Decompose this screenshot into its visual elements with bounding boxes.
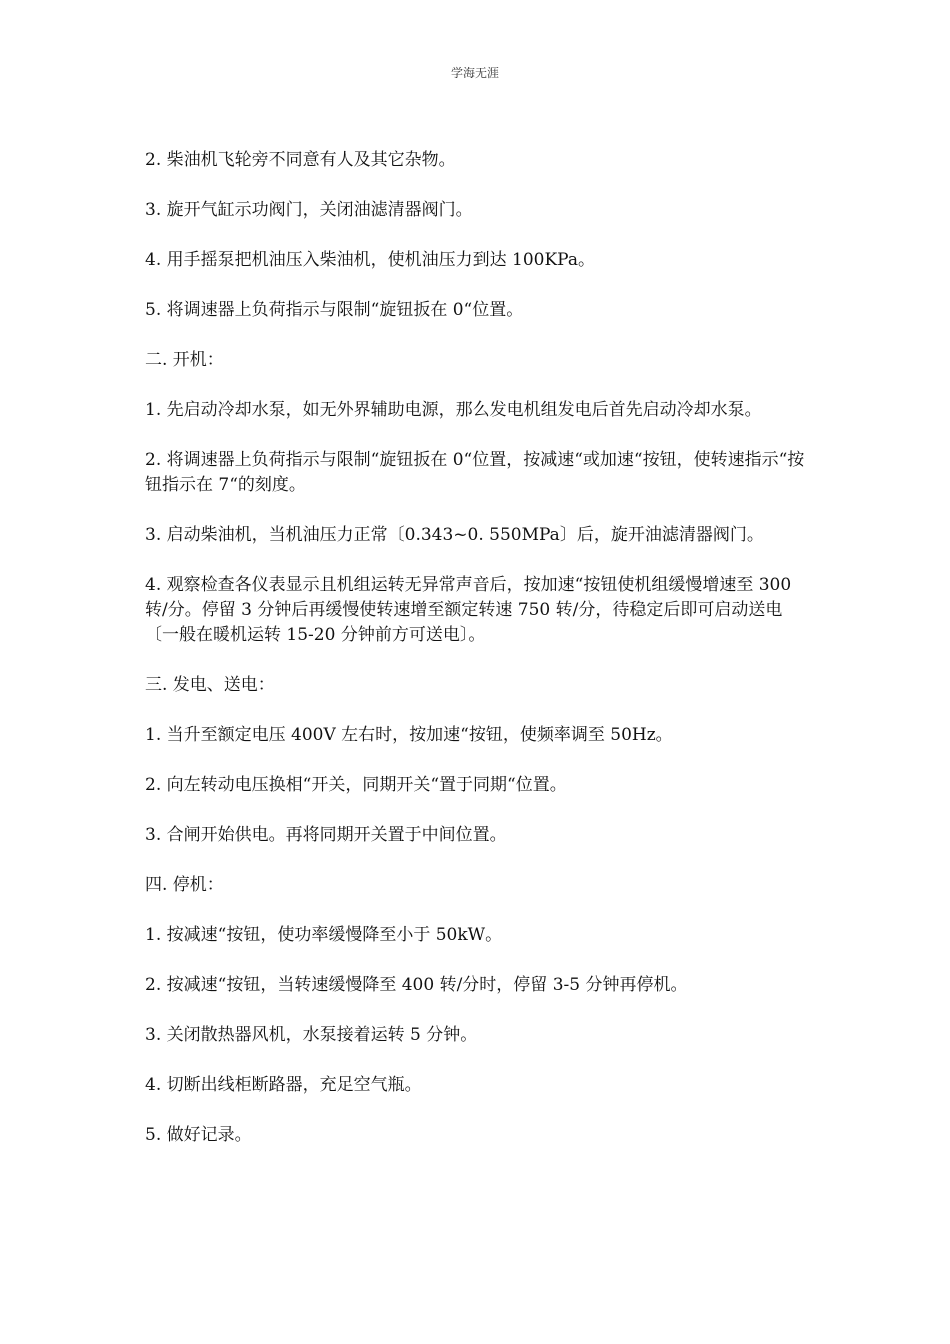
paragraph: 5. 做好记录。: [145, 1125, 252, 1145]
document-body: [145, 148, 810, 1173]
paragraph: 4. 用手摇泵把机油压入柴油机，使机油压力到达 100KPa。: [145, 250, 595, 270]
paragraph: 1. 先启动冷却水泵，如无外界辅助电源，那么发电机组发电后首先启动冷却水泵。: [145, 400, 762, 420]
section-heading: 四. 停机：: [145, 875, 224, 895]
paragraph: 3. 合闸开始供电。再将同期开关置于中间位置。: [145, 825, 507, 845]
paragraph: 3. 关闭散热器风机，水泵接着运转 5 分钟。: [145, 1025, 478, 1045]
paragraph: 2. 将调速器上负荷指示与限制“旋钮扳在 0“位置，按减速“或加速“按钮，使转速指示“按钮指示在 7“的刻度。: [145, 450, 805, 495]
paragraph: 4. 观察检查各仪表显示且机组运转无异常声音后，按加速“按钮使机组缓慢增速至 300 转/分。停留 3 分钟后再缓慢使转速增至额定转速 750 转/分，待稳定后即可启动送电〔一般在暖机运转 15-20 分钟前方可送电〕。: [145, 575, 792, 645]
section-heading: 三. 发电、送电：: [145, 675, 275, 695]
paragraph: 1. 当升至额定电压 400V 左右时，按加速“按钮，使频率调至 50Hz。: [145, 725, 673, 745]
paragraph: 2. 柴油机飞轮旁不同意有人及其它杂物。: [145, 150, 456, 170]
paragraph: 5. 将调速器上负荷指示与限制“旋钮扳在 0“位置。: [145, 300, 524, 320]
paragraph: 2. 按减速“按钮，当转速缓慢降至 400 转/分时，停留 3-5 分钟再停机。: [145, 975, 688, 995]
paragraph: 3. 旋开气缸示功阀门，关闭油滤清器阀门。: [145, 200, 473, 220]
paragraph: 3. 启动柴油机，当机油压力正常〔0.343~0. 550MPa〕后，旋开油滤清器阀门。: [145, 525, 764, 545]
page-header: 学海无涯: [450, 66, 499, 80]
paragraph: 2. 向左转动电压换相“开关，同期开关“置于同期“位置。: [145, 775, 567, 795]
section-heading: 二. 开机：: [145, 350, 224, 370]
paragraph: 1. 按减速“按钮，使功率缓慢降至小于 50kW。: [145, 925, 503, 945]
paragraph: 4. 切断出线柜断路器，充足空气瓶。: [145, 1075, 422, 1095]
